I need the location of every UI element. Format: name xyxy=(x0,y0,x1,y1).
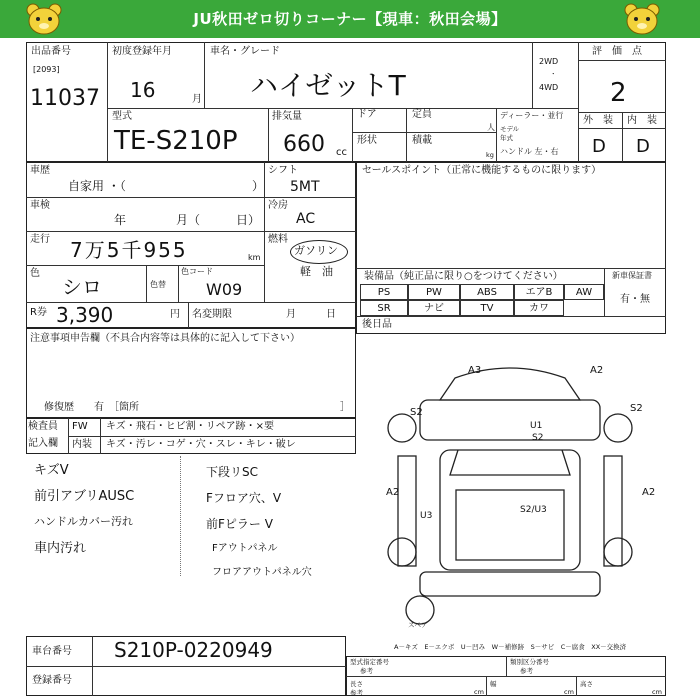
drive-4wd: 4WD xyxy=(539,83,559,92)
handnote-left-4: 車内汚れ xyxy=(34,541,87,556)
first-reg-label: 初度登録年月 xyxy=(112,46,172,57)
recycle-label: R券 xyxy=(30,307,47,318)
meigi-day: 日 xyxy=(326,309,336,320)
shift-label: シフト xyxy=(268,165,298,176)
type-code-label2: 類別区分番号 xyxy=(510,658,549,666)
handnote-left-2: 前引アブリAUSC xyxy=(34,489,135,504)
lot-number: 11037 xyxy=(30,86,100,111)
aircon-value: AC xyxy=(296,211,316,227)
recycle-unit: 円 xyxy=(170,309,180,320)
chassis-value: S210P-0220949 xyxy=(114,638,273,662)
aircon-label: 冷房 xyxy=(268,200,288,211)
int-value: D xyxy=(636,136,650,157)
car-name-label: 車名・グレード xyxy=(210,46,280,57)
door-label: ドア xyxy=(357,109,377,120)
banner-title: JU秋田ゼロ切りコーナー【現車：秋田会場】 xyxy=(193,10,507,28)
equipment-label: 装備品（純正品に限り○をつけてください） xyxy=(364,271,563,282)
color-repaint-label: 色替 xyxy=(150,280,166,289)
first-reg-month-unit: 月 xyxy=(192,94,202,105)
recycle-value: 3,390 xyxy=(56,303,114,327)
color-label: 色 xyxy=(30,268,40,279)
meigi-label: 名変期限 xyxy=(192,309,232,320)
dealer-line2: モデル xyxy=(500,125,520,133)
handnote-right-1: 下段リSC xyxy=(206,465,258,479)
first-reg-year: 16 xyxy=(130,78,156,102)
car-diagram xyxy=(380,360,680,630)
displacement-value: 660 xyxy=(283,132,325,157)
warranty-label: 新車保証書 xyxy=(612,271,652,280)
notes-repair-close: ］ xyxy=(340,402,350,413)
lot-label: 出品番号 xyxy=(31,46,71,57)
notes-repair: 修復歴 有 ［箇所 xyxy=(44,402,139,413)
dealer-line3: 年式 xyxy=(500,134,513,142)
loading-label: 積載 xyxy=(412,135,432,146)
capacity-person: 人 xyxy=(487,123,495,132)
color-code-label: 色コード xyxy=(181,267,213,276)
damage-legend: A－キズ E－エクボ U－凹み W－補修跡 S－サビ C－腐食 XX－交換済 xyxy=(394,643,627,651)
loading-unit: kg xyxy=(486,151,494,159)
shape-label: 形状 xyxy=(357,135,377,146)
mark-s2-center: S2 xyxy=(532,433,544,443)
spare-label: スペア xyxy=(408,621,428,629)
mark-u1: U1 xyxy=(530,421,543,431)
equip-sr[interactable]: SR xyxy=(360,300,408,316)
dim-height-unit: cm xyxy=(652,688,662,696)
type-code-sub1: 参考 xyxy=(360,667,373,675)
equip-abs[interactable]: ABS xyxy=(460,284,514,300)
dim-height: 高さ xyxy=(580,680,593,688)
inspector-label1: 検査員 xyxy=(28,421,58,432)
fuel-value2: 軽 油 xyxy=(300,265,333,278)
mark-s2-left: S2 xyxy=(410,407,423,418)
displacement-label: 排気量 xyxy=(272,111,302,122)
color-value: シロ xyxy=(62,275,102,299)
post-fit-label: 後日品 xyxy=(362,319,392,330)
equip-airbag[interactable]: エアB xyxy=(514,284,564,300)
mark-s2-right: S2 xyxy=(630,403,643,414)
equip-tv[interactable]: TV xyxy=(460,300,514,316)
handnote-left-3: ハンドルカバー汚れ xyxy=(34,515,133,528)
type-code-sub2: 参考 xyxy=(520,667,533,675)
mileage-value: 7万5千955 xyxy=(70,238,188,262)
category-label: 車歴 xyxy=(30,165,50,176)
category-value: 自家用 ・（ xyxy=(68,179,126,193)
mark-a2-left: A2 xyxy=(386,487,400,498)
shaken-label: 車検 xyxy=(30,200,50,211)
handnote-right-2: Fフロア穴、V xyxy=(206,491,282,505)
mark-u3: U3 xyxy=(420,511,433,521)
dim-length: 長さ xyxy=(350,680,363,688)
bear-logo-icon-left xyxy=(24,2,64,36)
equip-pw[interactable]: PW xyxy=(408,284,460,300)
ext-label: 外 装 xyxy=(583,115,613,126)
score-label: 評 価 点 xyxy=(592,46,642,57)
mark-a2-top: A2 xyxy=(590,365,604,376)
handnote-left-1: キズV xyxy=(34,463,69,478)
shaken-day: 日） xyxy=(236,213,261,227)
model-value: TE-S210P xyxy=(114,126,238,156)
score-value: 2 xyxy=(610,78,627,108)
dealer-line1: ディーラー・並行 xyxy=(500,111,564,120)
dim-width-unit: cm xyxy=(564,688,574,696)
bear-logo-icon-right xyxy=(622,2,662,36)
registration-label: 登録番号 xyxy=(32,675,72,686)
equip-leather[interactable]: カワ xyxy=(514,300,564,316)
dim-width: 幅 xyxy=(490,680,497,688)
shift-value: 5MT xyxy=(290,179,320,195)
inspector-fw: FW xyxy=(72,421,88,432)
meigi-month: 月 xyxy=(286,309,296,320)
warranty-value: 有・無 xyxy=(620,294,650,305)
displacement-unit: cc xyxy=(336,147,347,158)
car-name-value: ハイゼットT xyxy=(250,69,406,102)
sales-point-label: セールスポイント（正常に機能するものに限ります） xyxy=(362,165,602,176)
equip-aw[interactable]: AW xyxy=(564,284,604,300)
fuel-value1: ガソリン xyxy=(294,244,338,257)
inspector-label2: 記入欄 xyxy=(28,438,58,449)
handnote-right-5: フロアアウトパネル穴 xyxy=(212,567,312,578)
dim-length-sub: 参考 xyxy=(350,689,363,697)
ext-value: D xyxy=(592,136,606,157)
mileage-unit: km xyxy=(248,253,261,262)
type-code-label1: 型式指定番号 xyxy=(350,658,389,666)
capacity-label: 定員 xyxy=(412,109,432,120)
model-label: 型式 xyxy=(112,111,132,122)
chassis-label: 車台番号 xyxy=(32,646,72,657)
notes-label: 注意事項申告欄（不具合内容等は具体的に記入して下さい） xyxy=(30,333,300,344)
fuel-label: 燃料 xyxy=(268,234,288,245)
int-label: 内 装 xyxy=(627,115,657,126)
equip-ps[interactable]: PS xyxy=(360,284,408,300)
handnote-right-3: 前Fピラー V xyxy=(206,517,273,531)
lot-sub: [2093] xyxy=(33,65,60,74)
inspector-fw-items: キズ・飛石・ヒビ割・リペア跡・×要 xyxy=(106,421,274,432)
mark-a3: A3 xyxy=(468,365,482,376)
inspector-nai: 内装 xyxy=(72,439,92,450)
dealer-line4: ハンドル 左・右 xyxy=(500,147,559,156)
color-code: W09 xyxy=(206,280,243,299)
shaken-month: 月（ xyxy=(176,213,201,227)
fuel-circle-icon xyxy=(290,240,348,264)
dim-length-unit: cm xyxy=(474,688,484,696)
mark-a2-right: A2 xyxy=(642,487,656,498)
handnote-right-4: Fアウトパネル xyxy=(212,543,278,554)
drive-2wd: 2WD xyxy=(539,57,559,66)
mark-s2u3: S2/U3 xyxy=(520,505,547,515)
equip-navi[interactable]: ナビ xyxy=(408,300,460,316)
shaken-year: 年 xyxy=(114,213,127,227)
inspector-nai-items: キズ・汚レ・コゲ・穴・スレ・キレ・破レ xyxy=(106,439,296,450)
mileage-label: 走行 xyxy=(30,234,50,245)
